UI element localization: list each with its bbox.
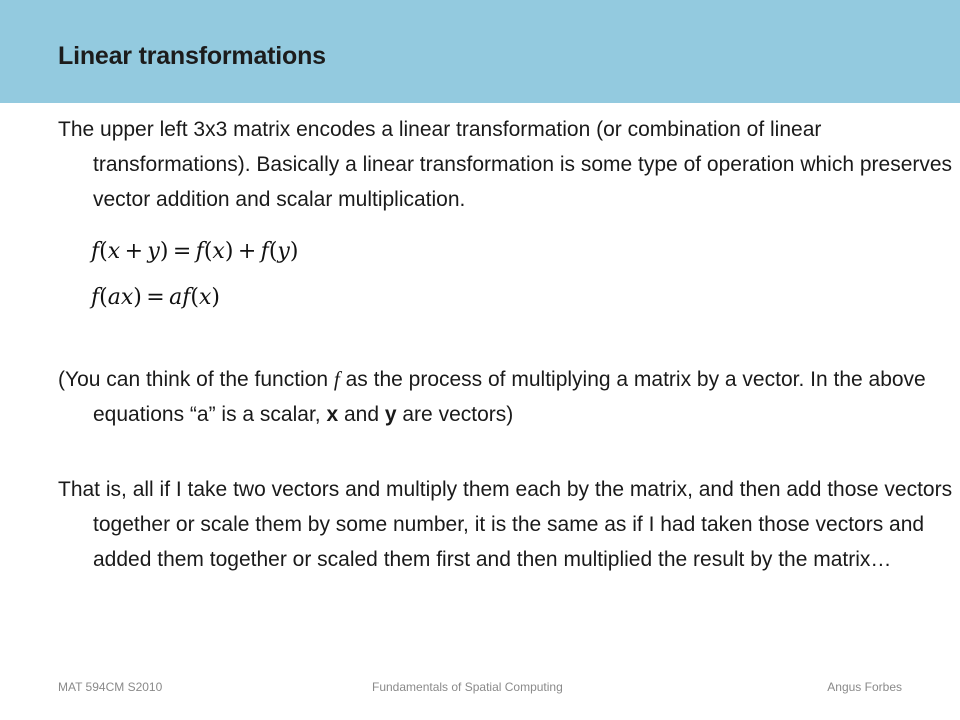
explanation-text-4: are vectors) <box>396 403 514 426</box>
footer-author: Angus Forbes <box>827 680 902 694</box>
footer-course-title: Fundamentals of Spatial Computing <box>372 680 563 694</box>
paragraph-summary: That is, all if I take two vectors and multiply them each by the matrix, and then add those vectors together or scale them by some number, it is the same as if I had taken those vectors and added them together or scaled them first and then multiplied the result by the matrix… <box>58 478 953 571</box>
paragraph-explanation <box>58 362 953 432</box>
vector-y: y <box>384 403 397 426</box>
slide-title: Linear transformations <box>58 42 326 70</box>
function-f: f <box>333 367 340 391</box>
vector-x: x <box>326 403 339 426</box>
paragraph-intro: The upper left 3x3 matrix encodes a linear transformation (or combination of linear transformations). Basically a linear transformation is some type of operation which preserves vector addition and scalar multiplication. <box>58 118 953 211</box>
explanation-text-2: as the process of multiplying a matrix by a vector. In the above equations “a” is a scalar, <box>93 368 926 426</box>
equation-additivity: f(x + y) = f(x) + f(y) <box>91 239 299 264</box>
explanation-text-1: (You can think of the function <box>58 368 334 391</box>
footer-course: MAT 594CM S2010 <box>58 680 163 694</box>
explanation-text-3: and <box>338 403 385 426</box>
equation-homogeneity: f(ax) = af(x) <box>91 285 221 310</box>
